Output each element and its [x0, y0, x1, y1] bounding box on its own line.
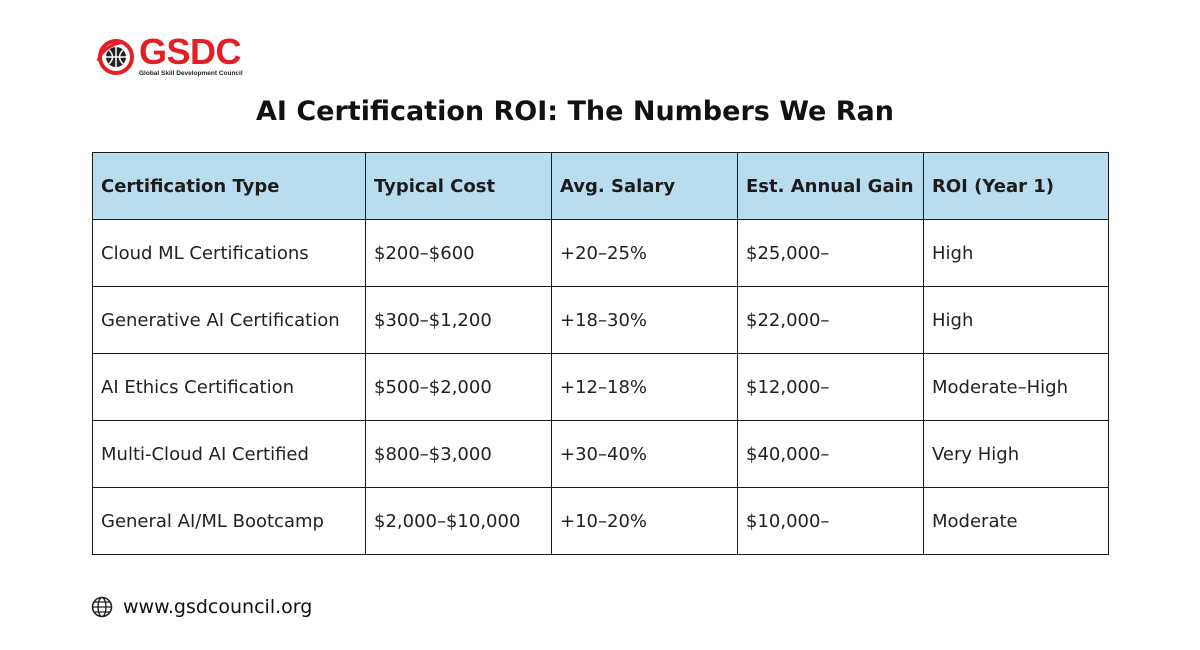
footer [91, 596, 312, 618]
cell-est-annual-gain: $40,000– [738, 421, 924, 488]
cell-certification-type: AI Ethics Certification [93, 354, 366, 421]
cell-roi: High [924, 220, 1109, 287]
cell-avg-salary: +18–30% [552, 287, 738, 354]
logo-tagline: Global Skill Development Council [139, 70, 243, 77]
table-row [93, 287, 1109, 354]
cell-certification-type: Multi-Cloud AI Certified [93, 421, 366, 488]
column-header-typical-cost: Typical Cost [366, 153, 552, 220]
cell-certification-type: General AI/ML Bootcamp [93, 488, 366, 555]
logo-wordmark: GSDC [139, 31, 242, 72]
globe-logo-icon [95, 36, 137, 78]
column-header-avg-salary: Avg. Salary [552, 153, 738, 220]
table-row [93, 488, 1109, 555]
cell-avg-salary: +10–20% [552, 488, 738, 555]
globe-icon [91, 596, 113, 618]
cell-roi: Moderate [924, 488, 1109, 555]
page-title: AI Certification ROI: The Numbers We Ran [256, 96, 894, 127]
cell-typical-cost: $200–$600 [366, 220, 552, 287]
cell-roi: High [924, 287, 1109, 354]
cell-typical-cost: $2,000–$10,000 [366, 488, 552, 555]
table-row [93, 354, 1109, 421]
table-row [93, 220, 1109, 287]
cell-roi: Very High [924, 421, 1109, 488]
column-header-est-annual-gain: Est. Annual Gain [738, 153, 924, 220]
website-link[interactable]: www.gsdcouncil.org [123, 596, 313, 618]
table-row [93, 421, 1109, 488]
cell-typical-cost: $500–$2,000 [366, 354, 552, 421]
cell-certification-type: Cloud ML Certifications [93, 220, 366, 287]
column-header-roi-year-1: ROI (Year 1) [924, 153, 1109, 220]
column-header-certification-type: Certification Type [93, 153, 366, 220]
cell-est-annual-gain: $10,000– [738, 488, 924, 555]
roi-table [92, 152, 1109, 555]
cell-certification-type: Generative AI Certification [93, 287, 366, 354]
table-header-row [93, 153, 1109, 220]
gsdc-logo [95, 31, 243, 78]
cell-avg-salary: +30–40% [552, 421, 738, 488]
cell-avg-salary: +12–18% [552, 354, 738, 421]
cell-roi: Moderate–High [924, 354, 1109, 421]
cell-avg-salary: +20–25% [552, 220, 738, 287]
cell-est-annual-gain: $25,000– [738, 220, 924, 287]
cell-typical-cost: $300–$1,200 [366, 287, 552, 354]
cell-typical-cost: $800–$3,000 [366, 421, 552, 488]
cell-est-annual-gain: $22,000– [738, 287, 924, 354]
cell-est-annual-gain: $12,000– [738, 354, 924, 421]
